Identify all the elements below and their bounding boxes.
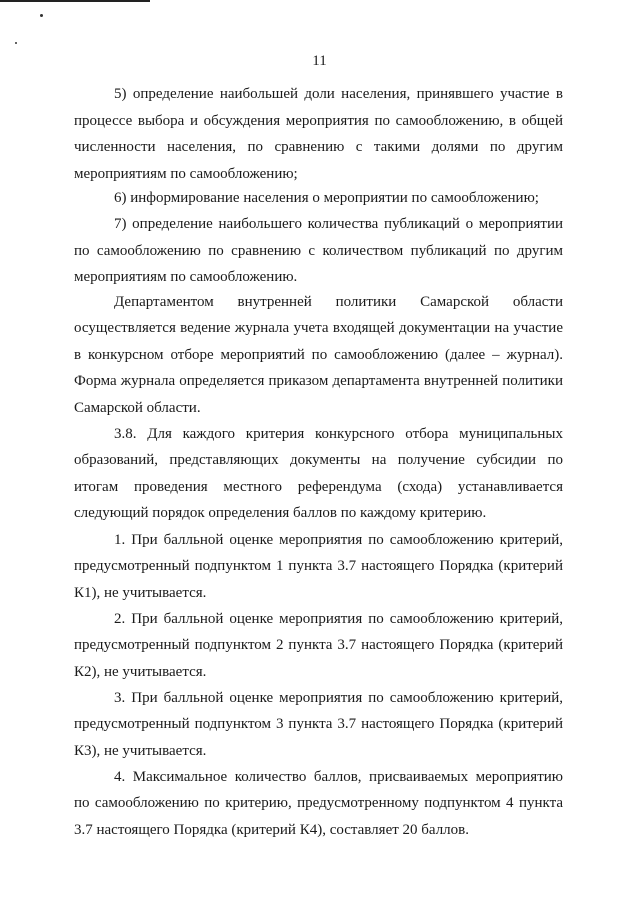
paragraph-item-7: 7) определение наибольшего количества публикаций о мероприятии по самообложению по сравнению с количеством публикаций по другим мероприятиям по самообложению. bbox=[74, 216, 563, 286]
paragraph-section-3-8: 3.8. Для каждого критерия конкурсного отбора муниципальных образований, представляющих документы на получение субсидии по итогам проведения местного референдума (схода) устанавливается следующий порядок определения баллов по каждому критерию. bbox=[74, 426, 563, 522]
text-block-1 bbox=[74, 81, 563, 187]
paragraph-item-6: 6) информирование населения о мероприятии по самообложению; bbox=[114, 190, 539, 206]
scan-edge-rule bbox=[0, 0, 150, 2]
text-block-9 bbox=[74, 764, 563, 843]
text-block-3 bbox=[74, 211, 563, 291]
paragraph-criterion-k3: 3. При балльной оценке мероприятия по самообложению критерий, предусмотренный подпунктом 3 пункта 3.7 настоящего Порядка (критерий К3), не учитывается. bbox=[74, 690, 563, 759]
text-block-7 bbox=[74, 606, 563, 685]
scan-speck bbox=[40, 14, 43, 17]
scan-speck bbox=[15, 42, 17, 44]
text-block-4 bbox=[74, 289, 563, 421]
text-block-8 bbox=[74, 685, 563, 764]
page-number: 11 bbox=[312, 53, 327, 69]
text-block-5 bbox=[74, 421, 563, 527]
paragraph-criterion-k4: 4. Максимальное количество баллов, присваиваемых мероприятию по самообложению по критерию, предусмотренному подпунктом 4 пункта 3.7 настоящего Порядка (критерий К4), составляет 20 баллов. bbox=[74, 769, 563, 838]
paragraph-criterion-k2: 2. При балльной оценке мероприятия по самообложению критерий, предусмотренный подпунктом 2 пункта 3.7 настоящего Порядка (критерий К2), не учитывается. bbox=[74, 611, 563, 680]
text-block-2 bbox=[74, 185, 563, 212]
text-block-6 bbox=[74, 527, 563, 606]
paragraph-item-5: 5) определение наибольшей доли населения, принявшего участие в процессе выбора и обсуждения мероприятия по самообложению, в общей численности населения, по сравнению с такими долями по другим мероприятиям по самообложению; bbox=[74, 86, 563, 182]
paragraph-journal: Департаментом внутренней политики Самарской области осуществляется ведение журнала учета входящей документации на участие в конкурсном отборе мероприятий по самообложению (далее – журнал). Форма журнала определяется приказом департамента внутренней политики Самарской области. bbox=[74, 294, 563, 416]
paragraph-criterion-k1: 1. При балльной оценке мероприятия по самообложению критерий, предусмотренный подпунктом 1 пункта 3.7 настоящего Порядка (критерий К1), не учитывается. bbox=[74, 532, 563, 601]
